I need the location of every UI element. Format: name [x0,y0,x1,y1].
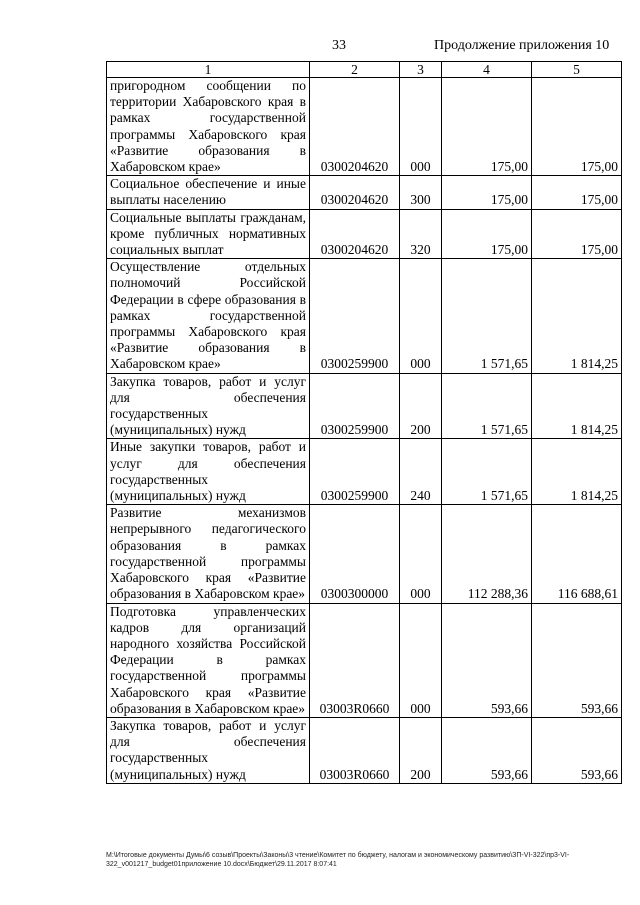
table-row [107,505,622,603]
row-target-code: 0300204620 [310,176,400,209]
row-target-code: 0300259900 [310,373,400,439]
budget-table [106,61,622,784]
table-row [107,78,622,176]
row-amount-col5: 593,66 [532,603,622,717]
row-name: Закупка товаров, работ и услуг для обеспечения государственных (муниципальных) нужд [107,717,310,783]
row-amount-col5: 175,00 [532,176,622,209]
row-name: Развитие механизмов непрерывного педагогического образования в рамках государственной программы Хабаровского края «Развитие образования в Хабаровском крае» [107,505,310,603]
row-expense-type: 300 [400,176,442,209]
file-path-footer: M:\Итоговые документы Думы\6 созыв\Проекты\Законы\3 чтение\Комитет по бюджету, налогам и экономическому развитию\ЗП-VI-322\пр3-VI-322_v001217_budget01приложение 10.docx\Бюджет\29.11.2017 8:07:41 [106,852,570,868]
column-header: 3 [400,62,442,78]
column-header: 4 [442,62,532,78]
row-target-code: 0300204620 [310,78,400,176]
table-row [107,373,622,439]
row-amount-col5: 1 814,25 [532,373,622,439]
row-name: Осуществление отдельных полномочий Российской Федерации в сфере образования в рамках государственной программы Хабаровского края «Развитие образования в Хабаровском крае» [107,259,310,373]
row-name: Закупка товаров, работ и услуг для обеспечения государственных (муниципальных) нужд [107,373,310,439]
row-expense-type: 200 [400,373,442,439]
row-target-code: 03003R0660 [310,717,400,783]
column-header: 5 [532,62,622,78]
column-header: 2 [310,62,400,78]
row-amount-col4: 175,00 [442,209,532,259]
row-expense-type: 000 [400,505,442,603]
row-amount-col5: 116 688,61 [532,505,622,603]
table-row [107,209,622,259]
row-amount-col4: 593,66 [442,717,532,783]
table-row [107,176,622,209]
row-target-code: 0300300000 [310,505,400,603]
table-row [107,439,622,505]
row-target-code: 0300259900 [310,259,400,373]
table-row [107,603,622,717]
row-target-code: 0300259900 [310,439,400,505]
row-amount-col4: 1 571,65 [442,439,532,505]
row-expense-type: 200 [400,717,442,783]
row-name: пригородном сообщении по территории Хабаровского края в рамках государственной программы Хабаровского края «Развитие образования в Хабаровском крае» [107,78,310,176]
row-name: Социальное обеспечение и иные выплаты населению [107,176,310,209]
row-expense-type: 000 [400,259,442,373]
table-row [107,717,622,783]
row-target-code: 03003R0660 [310,603,400,717]
row-amount-col5: 1 814,25 [532,439,622,505]
column-header: 1 [107,62,310,78]
row-amount-col4: 175,00 [442,78,532,176]
page-number: 33 [332,38,346,53]
row-amount-col5: 593,66 [532,717,622,783]
row-target-code: 0300204620 [310,209,400,259]
table-row [107,259,622,373]
row-amount-col5: 175,00 [532,209,622,259]
row-amount-col5: 175,00 [532,78,622,176]
row-amount-col4: 593,66 [442,603,532,717]
row-amount-col4: 175,00 [442,176,532,209]
table-header-row [107,62,622,78]
row-amount-col4: 1 571,65 [442,259,532,373]
row-name: Социальные выплаты гражданам, кроме публичных нормативных социальных выплат [107,209,310,259]
row-expense-type: 320 [400,209,442,259]
row-name: Подготовка управленческих кадров для организаций народного хозяйства Российской Федерации в рамках государственной программы Хабаровского края «Развитие образования в Хабаровском крае» [107,603,310,717]
continuation-label: Продолжение приложения 10 [434,38,610,53]
row-name: Иные закупки товаров, работ и услуг для обеспечения государственных (муниципальных) нужд [107,439,310,505]
row-expense-type: 000 [400,603,442,717]
row-expense-type: 000 [400,78,442,176]
row-amount-col4: 112 288,36 [442,505,532,603]
row-expense-type: 240 [400,439,442,505]
row-amount-col5: 1 814,25 [532,259,622,373]
row-amount-col4: 1 571,65 [442,373,532,439]
